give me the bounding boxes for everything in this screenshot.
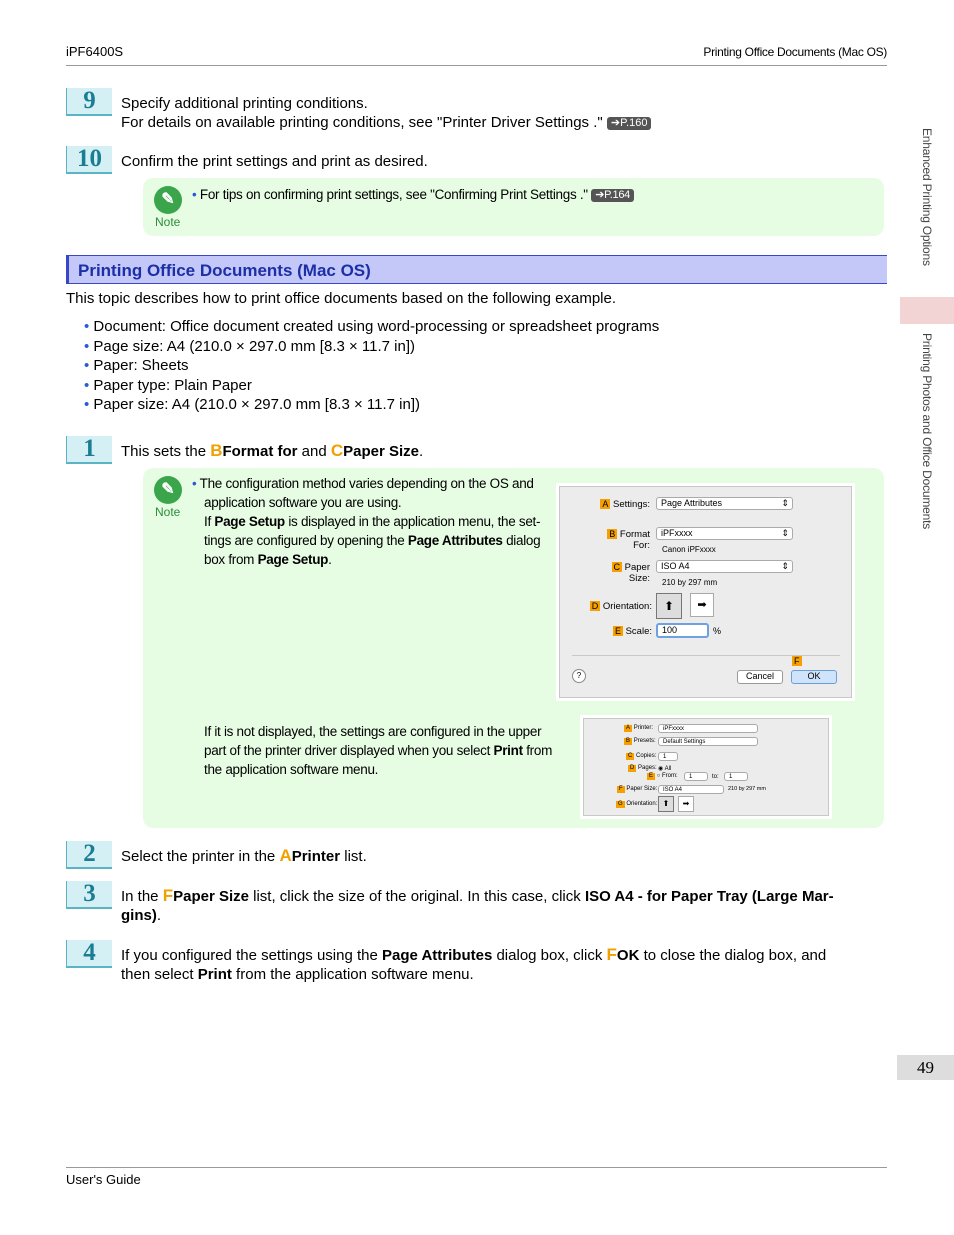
header-model: iPF6400S (66, 44, 124, 59)
page-attributes-dialog: A Settings: Page Attributes ⇕ B Format For: iPFxxxx ⇕ Canon iPFxxxx C Paper Size: ISO A4 ⇕ 210 by 297 mm D Orientation: ⬆ ➡ E Scale: 100 % ? Cancel F OK (559, 486, 852, 698)
copies-input[interactable]: 1 (658, 752, 678, 761)
list-item: • Paper: Sheets (84, 357, 189, 374)
ok-button[interactable]: OK (791, 670, 837, 684)
settings-select[interactable]: Page Attributes ⇕ (656, 497, 793, 510)
list-item: • Document: Office document created using word-processing or spreadsheet programs (84, 318, 660, 335)
step-2-number: 2 (66, 841, 112, 869)
tag-a: A (602, 499, 609, 509)
paper-size-sub: 210 by 297 mm (662, 578, 718, 587)
step-10-number: 10 (66, 146, 112, 174)
step-9-line1: Specify additional printing conditions. (121, 95, 368, 112)
print-dialog: A Printer: iPFxxxx B Presets: Default Settings C Copies: 1 D Pages: ◉ All E ○ From: 1 to: 1 F Paper Size: ISO A4 210 by 297 mm G Orientation: ⬆ ➡ (583, 718, 829, 816)
footer-text: User's Guide (66, 1172, 141, 1187)
note-pencil-icon: ✎ (154, 186, 182, 214)
print-paper-sub: 210 by 297 mm (728, 786, 766, 792)
presets-select[interactable]: Default Settings (658, 737, 758, 746)
side-tab-marker (900, 297, 954, 324)
to-input[interactable]: 1 (724, 772, 748, 781)
note-label: Note (155, 505, 181, 519)
print-paper-size-select[interactable]: ISO A4 (658, 785, 724, 794)
cancel-button[interactable]: Cancel (737, 670, 783, 684)
tag-c: C (330, 441, 344, 460)
note-label: Note (155, 215, 181, 229)
portrait-icon[interactable]: ⬆ (656, 593, 682, 619)
page-number: 49 (897, 1055, 954, 1080)
landscape-icon[interactable]: ➡ (678, 796, 694, 812)
note-2-para2: If it is not displayed, the settings are configured in the upper part of the printer driver displayed when you select Print from the application software menu. (204, 724, 553, 777)
ref-p160[interactable]: ➔P.160 (607, 117, 652, 130)
tag-e: E (614, 626, 621, 636)
portrait-icon[interactable]: ⬆ (658, 796, 674, 812)
paper-size-select[interactable]: ISO A4 ⇕ (656, 560, 793, 573)
step-4-number: 4 (66, 940, 112, 968)
tag-f: F (606, 945, 617, 964)
format-for-sub: Canon iPFxxxx (662, 545, 716, 554)
pages-all-radio[interactable]: ◉ All (658, 766, 672, 772)
list-item: • Paper type: Plain Paper (84, 376, 252, 394)
list-item: • Paper size: A4 (210.0 × 297.0 mm [8.3 × 11.7 in]) (84, 396, 421, 413)
example-list (84, 317, 659, 415)
printer-select[interactable]: iPFxxxx (658, 724, 758, 733)
scale-unit: % (713, 626, 722, 636)
step-3-text: In the FPaper Size list, click the size of the original. In this case, click ISO A4 - for Paper Tray (Large Mar- gins). (121, 886, 834, 924)
step-10-text: Confirm the print settings and print as desired. (121, 153, 428, 170)
side-tab-photos-office[interactable]: Printing Photos and Office Documents (920, 333, 934, 530)
step-1-number: 1 (66, 436, 112, 464)
step-9-line2: For details on available printing conditions, see "Printer Driver Settings ." (121, 114, 603, 131)
note-2-text: • The configuration method varies depending on the OS and application software you are using. If Page Setup is displayed in the application menu, the set- tings are configured by opening the Page Attributes dialog box from Page Setup. (192, 476, 541, 567)
format-for-select[interactable]: iPFxxxx ⇕ (656, 527, 793, 540)
landscape-icon[interactable]: ➡ (690, 593, 714, 617)
to-label: to: (712, 774, 719, 780)
step-3-number: 3 (66, 881, 112, 909)
scale-input[interactable]: 100 (656, 623, 709, 638)
step-1-text: This sets the BFormat for and CPaper Size. (121, 441, 424, 460)
tag-c: C (613, 562, 620, 572)
help-icon[interactable]: ? (572, 669, 586, 683)
list-item: • Page size: A4 (210.0 × 297.0 mm [8.3 × 11.7 in]) (84, 337, 416, 355)
tag-f: F (162, 886, 174, 905)
step-4-text: If you configured the settings using the Page Attributes dialog box, click FOK to close the dialog box, and then select Print from the application software menu. (121, 945, 827, 983)
section-heading (66, 255, 887, 284)
note-1-text: • For tips on confirming print settings, see "Confirming Print Settings ." ➔P.164 (192, 185, 634, 204)
footer-divider (66, 1167, 887, 1168)
tag-b: B (210, 441, 223, 460)
section-title: Printing Office Documents (Mac OS) (78, 261, 371, 280)
tag-f: F (794, 656, 800, 666)
step-9-number: 9 (66, 88, 112, 116)
tag-d: D (591, 601, 599, 611)
step-9-text (121, 94, 651, 132)
from-input[interactable]: 1 (684, 772, 708, 781)
tag-a: A (279, 846, 292, 865)
tag-b: B (609, 529, 616, 539)
header-divider (66, 65, 887, 66)
header-title: Printing Office Documents (Mac OS) (703, 45, 887, 59)
ref-p164[interactable]: ➔P.164 (591, 189, 634, 202)
side-tab-enhanced[interactable]: Enhanced Printing Options (920, 128, 934, 266)
note-pencil-icon: ✎ (154, 476, 182, 504)
intro-text: This topic describes how to print office documents based on the following example. (66, 290, 617, 307)
step-2-text: Select the printer in the APrinter list. (121, 846, 367, 865)
note-1-body: For tips on confirming print settings, see "Confirming Print Settings ." (199, 187, 588, 202)
